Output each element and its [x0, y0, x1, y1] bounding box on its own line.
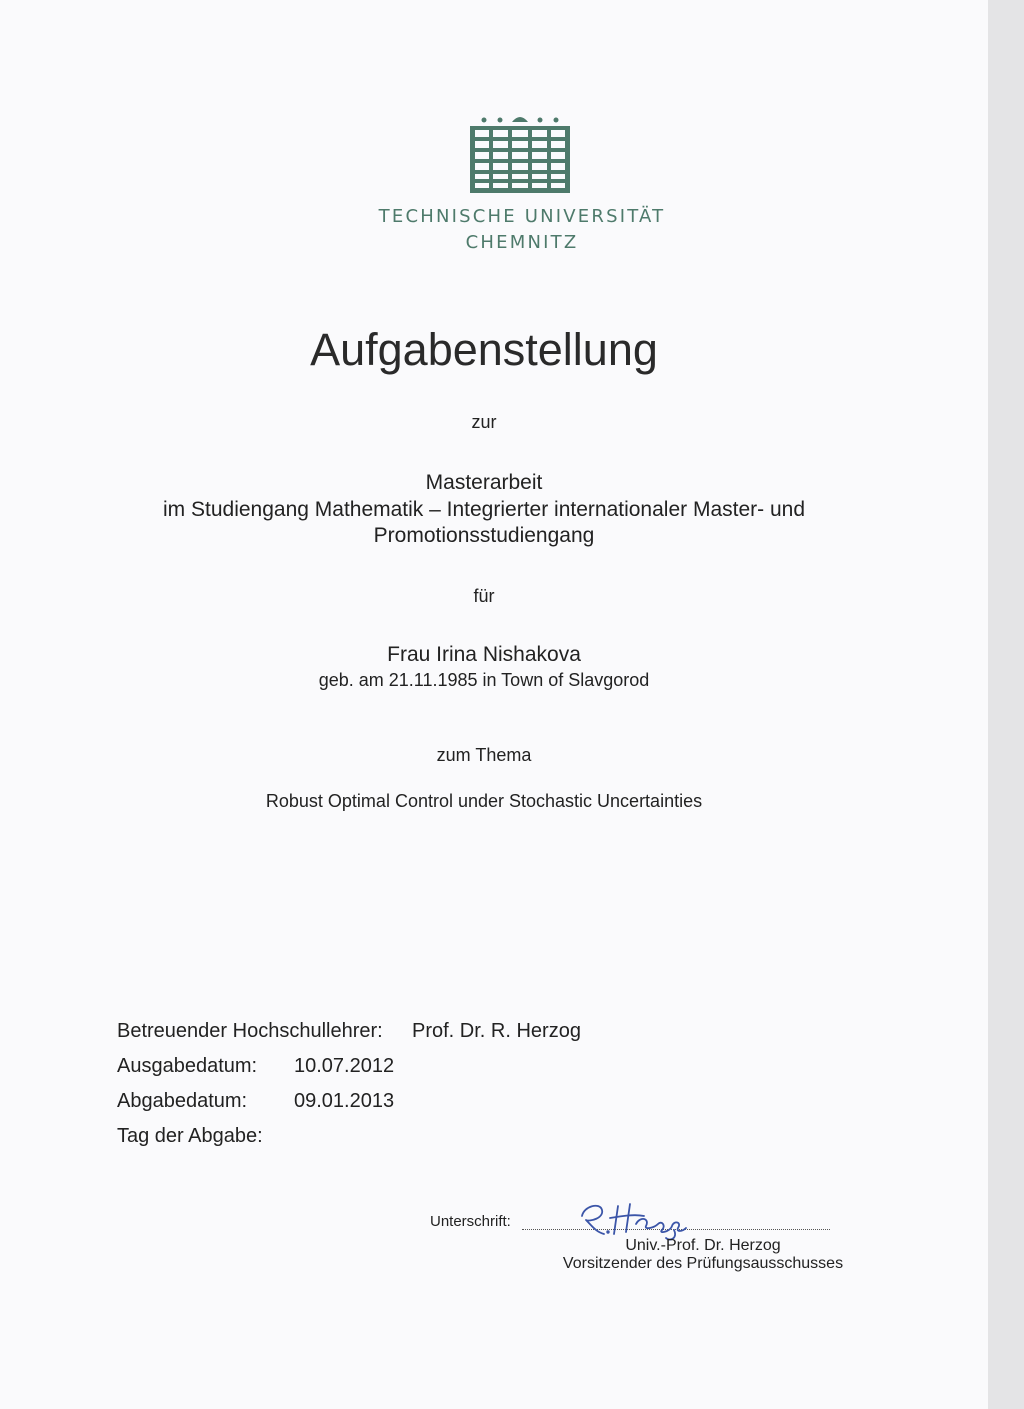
program-line1: im Studiengang Mathematik – Integrierter internationaler Master- und	[163, 498, 805, 521]
thesis-type: Masterarbeit	[425, 471, 543, 494]
submission-date-label: Tag der Abgabe:	[117, 1125, 263, 1147]
supervisor-value: Prof. Dr. R. Herzog	[412, 1020, 581, 1042]
university-name-line2: CHEMNITZ	[465, 232, 579, 253]
signatory-name: Univ.-Prof. Dr. Herzog	[625, 1237, 781, 1254]
due-date-label: Abgabedatum:	[117, 1090, 248, 1112]
topic-text: Robust Optimal Control under Stochastic Uncertainties	[265, 791, 703, 811]
supervisor-label: Betreuender Hochschullehrer:	[117, 1020, 383, 1042]
signature-label: Unterschrift:	[430, 1213, 511, 1230]
signatory-role: Vorsitzender des Prüfungsausschusses	[562, 1255, 844, 1272]
student-name: Frau Irina Nishakova	[387, 643, 581, 666]
issue-date-value: 10.07.2012	[294, 1055, 395, 1077]
document-title: Aufgabenstellung	[310, 324, 658, 375]
birth-info: geb. am 21.11.1985 in Town of Slavgorod	[318, 670, 650, 690]
topic-label: zum Thema	[436, 745, 532, 765]
program-line2: Promotionsstudiengang	[373, 524, 595, 547]
zur-text: zur	[471, 412, 497, 432]
university-logo-icon	[464, 112, 576, 194]
university-name-line1: TECHNISCHE UNIVERSITÄT	[378, 206, 666, 227]
issue-date-label: Ausgabedatum:	[117, 1055, 258, 1077]
due-date-value: 09.01.2013	[294, 1090, 395, 1112]
fuer-text: für	[473, 586, 495, 606]
scan-margin	[988, 0, 1024, 1409]
